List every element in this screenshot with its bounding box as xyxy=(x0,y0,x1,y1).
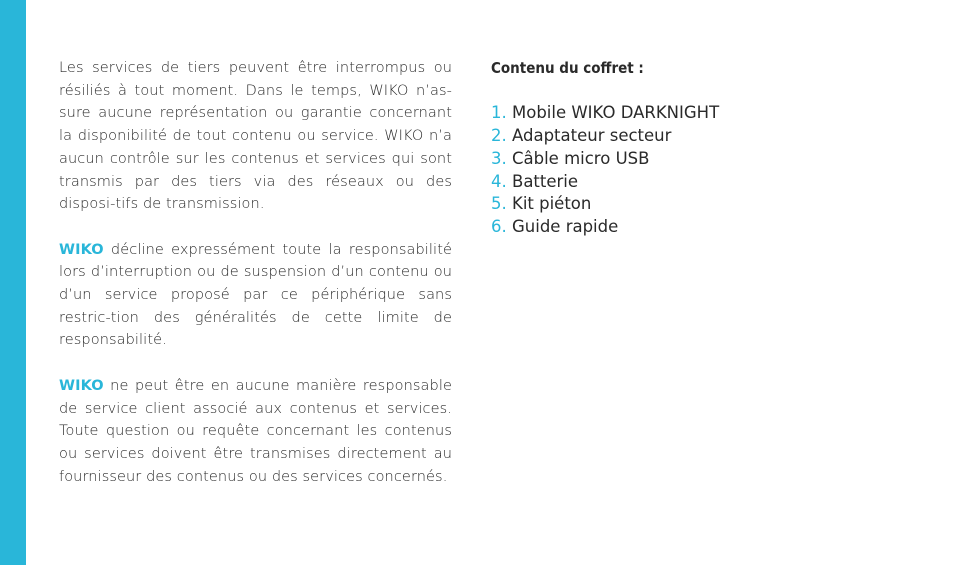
disclaimer-paragraph-1: Les services de tiers peuvent être interrompus ou résiliés à tout moment. Dans le temps, WIKO n’as-sure aucune représentation ou garantie concernant la disponibilité de tout contenu ou service. WIKO n’a aucun contrôle sur les contenus et services qui sont transmis par des tiers via des réseaux ou des disposi-tifs de transmission. xyxy=(59,60,452,213)
item-label: Câble micro USB xyxy=(506,148,650,168)
item-number: 3. xyxy=(491,148,507,168)
brand-name: WIKO xyxy=(59,241,104,258)
disclaimer-paragraph-3 xyxy=(59,375,452,489)
disclaimer-paragraph-2 xyxy=(59,239,452,353)
disclaimer-column xyxy=(59,57,452,511)
list-item xyxy=(491,148,911,171)
brand-name: WIKO xyxy=(59,377,104,394)
box-contents-list xyxy=(491,102,911,238)
item-label: Mobile WIKO DARKNIGHT xyxy=(506,103,720,123)
item-number: 4. xyxy=(491,171,507,191)
item-label: Adaptateur secteur xyxy=(506,126,672,146)
item-label: Guide rapide xyxy=(506,216,619,236)
disclaimer-paragraph-3-text: ne peut être en aucune manière responsable de service client associé aux contenus et services. Toute question ou requête concernant les contenus ou services doivent être transmises directement au fournisseur des contenus ou des services concernés. xyxy=(59,377,452,485)
item-number: 1. xyxy=(491,103,507,123)
list-item xyxy=(491,216,911,239)
box-contents-title: Contenu du coffret : xyxy=(491,59,644,77)
disclaimer-paragraph-2-text: décline expressément toute la responsabilité lors d’interruption ou de suspension d’un contenu ou d’un service proposé par ce périphérique sans restric-tion des généralités de cette limite de responsabilité. xyxy=(59,241,452,349)
side-accent-bar xyxy=(0,0,26,565)
list-item xyxy=(491,125,911,148)
item-label: Kit piéton xyxy=(506,194,592,214)
list-item xyxy=(491,102,911,125)
list-item xyxy=(491,193,911,216)
list-item xyxy=(491,171,911,194)
item-number: 6. xyxy=(491,216,507,236)
item-number: 2. xyxy=(491,126,507,146)
item-label: Batterie xyxy=(506,171,579,191)
item-number: 5. xyxy=(491,194,507,214)
box-contents-column xyxy=(491,57,911,239)
